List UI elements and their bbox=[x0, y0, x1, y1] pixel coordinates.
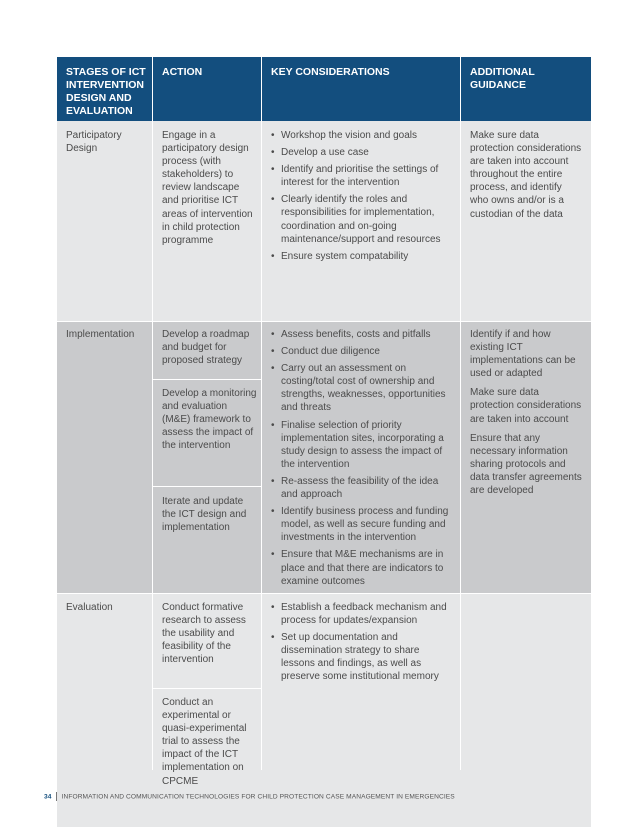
table-header bbox=[57, 57, 591, 121]
action-divider bbox=[153, 688, 261, 689]
action-cell: Develop a roadmap and budget for proposed strategy bbox=[162, 329, 250, 367]
consideration-item: • Develop a use case bbox=[271, 146, 456, 159]
action-cell: Engage in a participatory design process (with stakeholders) to review landscape and prioritise ICT areas of intervention in child protection programme bbox=[162, 130, 253, 246]
considerations-cell bbox=[271, 601, 456, 688]
stage-cell: Participatory Design bbox=[66, 130, 122, 155]
column-divider bbox=[261, 57, 262, 770]
consideration-item: • Finalise selection of priority implementation sites, incorporating a study design to assess the impact of the intervention bbox=[271, 419, 456, 471]
action-divider bbox=[153, 379, 261, 380]
consideration-item: • Assess benefits, costs and pitfalls bbox=[271, 328, 456, 341]
footer-divider bbox=[56, 792, 57, 801]
header-action: ACTION bbox=[162, 66, 203, 78]
guidance-item: Identify if and how existing ICT implementations can be used or adapted bbox=[470, 329, 576, 380]
table-row-implementation bbox=[57, 322, 591, 593]
consideration-item: • Set up documentation and dissemination strategy to share lessons and findings, as well as preserve some institutional memory bbox=[271, 631, 456, 683]
considerations-cell bbox=[271, 328, 456, 592]
action-cell: Conduct formative research to assess the usability and feasibility of the intervention bbox=[162, 602, 246, 666]
guidance-item: Ensure that any necessary information sharing protocols and data transfer agreements are developed bbox=[470, 432, 582, 497]
header-stages: STAGES OF ICT INTERVENTION DESIGN AND EVALUATION bbox=[66, 66, 146, 117]
header-additional-guidance: ADDITIONAL GUIDANCE bbox=[470, 66, 535, 91]
consideration-item: • Identify business process and funding model, as well as secure funding and investments in the intervention bbox=[271, 505, 456, 544]
page-footer bbox=[44, 792, 455, 801]
action-cell: Conduct an experimental or quasi-experimental trial to assess the impact of the ICT implementation on CPCME bbox=[162, 697, 247, 787]
column-divider bbox=[460, 57, 461, 770]
guidance-cell: Make sure data protection considerations are taken into account throughout the entire process, and identify who owns and/or is a custodian of the data bbox=[470, 130, 582, 220]
consideration-item: • Re-assess the feasibility of the idea and approach bbox=[271, 475, 456, 501]
action-divider bbox=[153, 486, 261, 487]
consideration-item: • Workshop the vision and goals bbox=[271, 129, 456, 142]
table-row-participatory-design bbox=[57, 121, 591, 321]
consideration-item: • Establish a feedback mechanism and process for updates/expansion bbox=[271, 601, 456, 627]
footer-title: INFORMATION AND COMMUNICATION TECHNOLOGIES FOR CHILD PROTECTION CASE MANAGEMENT IN EMERGENCIES bbox=[61, 793, 455, 801]
guidance-item: Make sure data protection considerations are taken into account bbox=[470, 387, 582, 425]
page-number: 34 bbox=[44, 793, 52, 801]
consideration-item: • Ensure system compatability bbox=[271, 250, 456, 263]
header-key-considerations: KEY CONSIDERATIONS bbox=[271, 66, 390, 78]
consideration-item: • Clearly identify the roles and responsibilities for implementation, coordination and on-going maintenance/support and resources bbox=[271, 193, 456, 245]
guidance-cell bbox=[470, 328, 582, 503]
stage-cell: Implementation bbox=[66, 329, 135, 340]
action-cell: Develop a monitoring and evaluation (M&E) framework to assess the impact of the intervention bbox=[162, 388, 257, 452]
consideration-item: • Ensure that M&E mechanisms are in place and that there are indicators to examine outcomes bbox=[271, 548, 456, 587]
consideration-item: • Carry out an assessment on costing/total cost of ownership and strengths, weaknesses, opportunities and threats bbox=[271, 362, 456, 414]
consideration-item: • Conduct due diligence bbox=[271, 345, 456, 358]
column-divider bbox=[152, 57, 153, 770]
stage-cell: Evaluation bbox=[66, 602, 113, 613]
consideration-item: • Identify and prioritise the settings of interest for the intervention bbox=[271, 163, 456, 189]
considerations-cell bbox=[271, 129, 456, 267]
action-cell: Iterate and update the ICT design and implementation bbox=[162, 496, 247, 534]
